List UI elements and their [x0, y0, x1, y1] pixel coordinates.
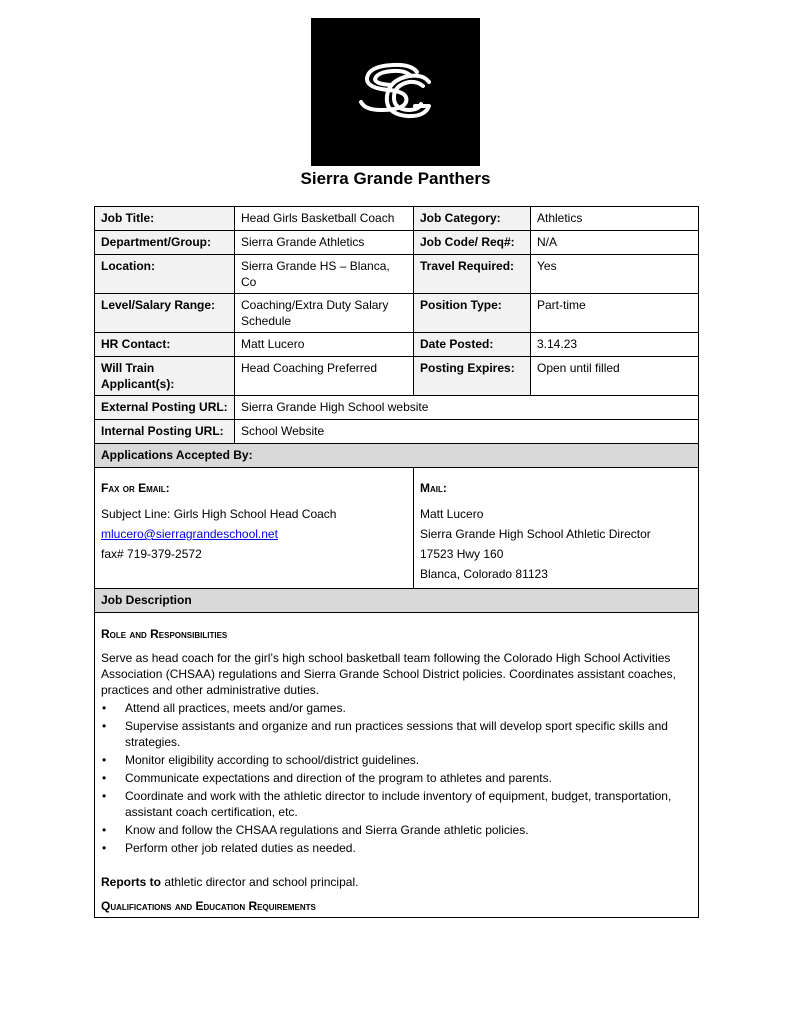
- applications-header: Applications Accepted By:: [95, 444, 699, 468]
- job-title-label: Job Title:: [95, 207, 235, 231]
- reports-to: [101, 874, 692, 890]
- mail-line: Blanca, Colorado 81123: [420, 567, 548, 581]
- school-logo: [311, 18, 480, 166]
- bullet-icon: •: [102, 841, 107, 855]
- table-row: [95, 333, 699, 357]
- list-item: • Know and follow the CHSAA regulations and Sierra Grande athletic policies.: [102, 823, 529, 837]
- list-item: • Attend all practices, meets and/or games.: [102, 701, 346, 715]
- bullet-icon: •: [102, 719, 107, 733]
- job-description-body: [95, 613, 699, 918]
- external-url-value: Sierra Grande High School website: [235, 396, 699, 420]
- job-title-value: Head Girls Basketball Coach: [235, 207, 414, 231]
- table-row: [95, 207, 699, 231]
- bullet-icon: •: [102, 771, 107, 785]
- fax-email-section: [95, 468, 414, 589]
- hr-contact-label: HR Contact:: [95, 333, 235, 357]
- date-posted-value: 3.14.23: [531, 333, 699, 357]
- posting-expires-value: Open until filled: [531, 357, 699, 396]
- bullet-icon: •: [102, 789, 107, 803]
- position-type-value: Part-time: [531, 294, 699, 333]
- position-type-label: Position Type:: [414, 294, 531, 333]
- bullet-icon: •: [102, 753, 107, 767]
- table-row: [95, 468, 699, 589]
- department-value: Sierra Grande Athletics: [235, 231, 414, 255]
- mail-line: Matt Lucero: [420, 507, 484, 521]
- job-description-header: Job Description: [95, 589, 699, 613]
- internal-url-label: Internal Posting URL:: [95, 420, 235, 444]
- travel-required-value: Yes: [531, 255, 699, 294]
- email-link[interactable]: mlucero@sierragrandeschool.net: [101, 527, 278, 541]
- travel-required-label: Travel Required:: [414, 255, 531, 294]
- job-code-label: Job Code/ Req#:: [414, 231, 531, 255]
- salary-range-label: Level/Salary Range:: [95, 294, 235, 333]
- hr-contact-value: Matt Lucero: [235, 333, 414, 357]
- table-row: [95, 231, 699, 255]
- bullet-icon: •: [102, 701, 107, 715]
- mail-line: Sierra Grande High School Athletic Director: [420, 527, 651, 541]
- department-label: Department/Group:: [95, 231, 235, 255]
- subject-line: Subject Line: Girls High School Head Coach: [101, 507, 337, 521]
- bullet-icon: •: [102, 823, 107, 837]
- location-value: Sierra Grande HS – Blanca, Co: [235, 255, 414, 294]
- role-intro: Serve as head coach for the girl’s high school basketball team following the Colorado High School Activities Association (CHSAA) regulations and Sierra Grande School District policies. Coordinates assistant coaches, practices and other administrative duties.: [101, 651, 676, 697]
- page-title: Sierra Grande Panthers: [300, 169, 491, 188]
- list-item: • Communicate expectations and direction of the program to athletes and parents.: [102, 771, 552, 785]
- list-item: • Monitor eligibility according to school/district guidelines.: [102, 753, 420, 767]
- mail-heading: Mail:: [420, 481, 447, 495]
- job-category-label: Job Category:: [414, 207, 531, 231]
- internal-url-value: School Website: [235, 420, 699, 444]
- sg-monogram-icon: [311, 18, 480, 166]
- role-heading: Role and Responsibilities: [101, 627, 228, 641]
- fax-email-heading: Fax or Email:: [101, 481, 170, 495]
- mail-section: [414, 468, 699, 589]
- reports-to-text: athletic director and school principal.: [161, 875, 359, 889]
- location-label: Location:: [95, 255, 235, 294]
- table-row: [95, 420, 699, 444]
- qualifications-heading: Qualifications and Education Requirements: [101, 899, 316, 913]
- job-posting-table: [94, 206, 699, 918]
- table-row: [95, 396, 699, 420]
- list-item: • Coordinate and work with the athletic director to include inventory of equipment, budget, transportation, assistant coach certification, etc.: [102, 789, 672, 819]
- will-train-label: Will Train Applicant(s):: [95, 357, 235, 396]
- job-code-value: N/A: [531, 231, 699, 255]
- responsibilities-list: [101, 700, 692, 856]
- table-row: [95, 613, 699, 918]
- posting-expires-label: Posting Expires:: [414, 357, 531, 396]
- salary-range-value: Coaching/Extra Duty Salary Schedule: [235, 294, 414, 333]
- table-row: [95, 294, 699, 333]
- external-url-label: External Posting URL:: [95, 396, 235, 420]
- mail-line: 17523 Hwy 160: [420, 547, 504, 561]
- job-category-value: Athletics: [531, 207, 699, 231]
- reports-to-label: Reports to: [101, 875, 161, 889]
- table-row: [95, 589, 699, 613]
- will-train-value: Head Coaching Preferred: [235, 357, 414, 396]
- table-row: [95, 357, 699, 396]
- list-item: • Supervise assistants and organize and run practices sessions that will develop sport specific skills and strategies.: [102, 719, 668, 749]
- list-item: • Perform other job related duties as needed.: [102, 841, 356, 855]
- table-row: [95, 444, 699, 468]
- table-row: [95, 255, 699, 294]
- date-posted-label: Date Posted:: [414, 333, 531, 357]
- fax-number: fax# 719-379-2572: [101, 547, 202, 561]
